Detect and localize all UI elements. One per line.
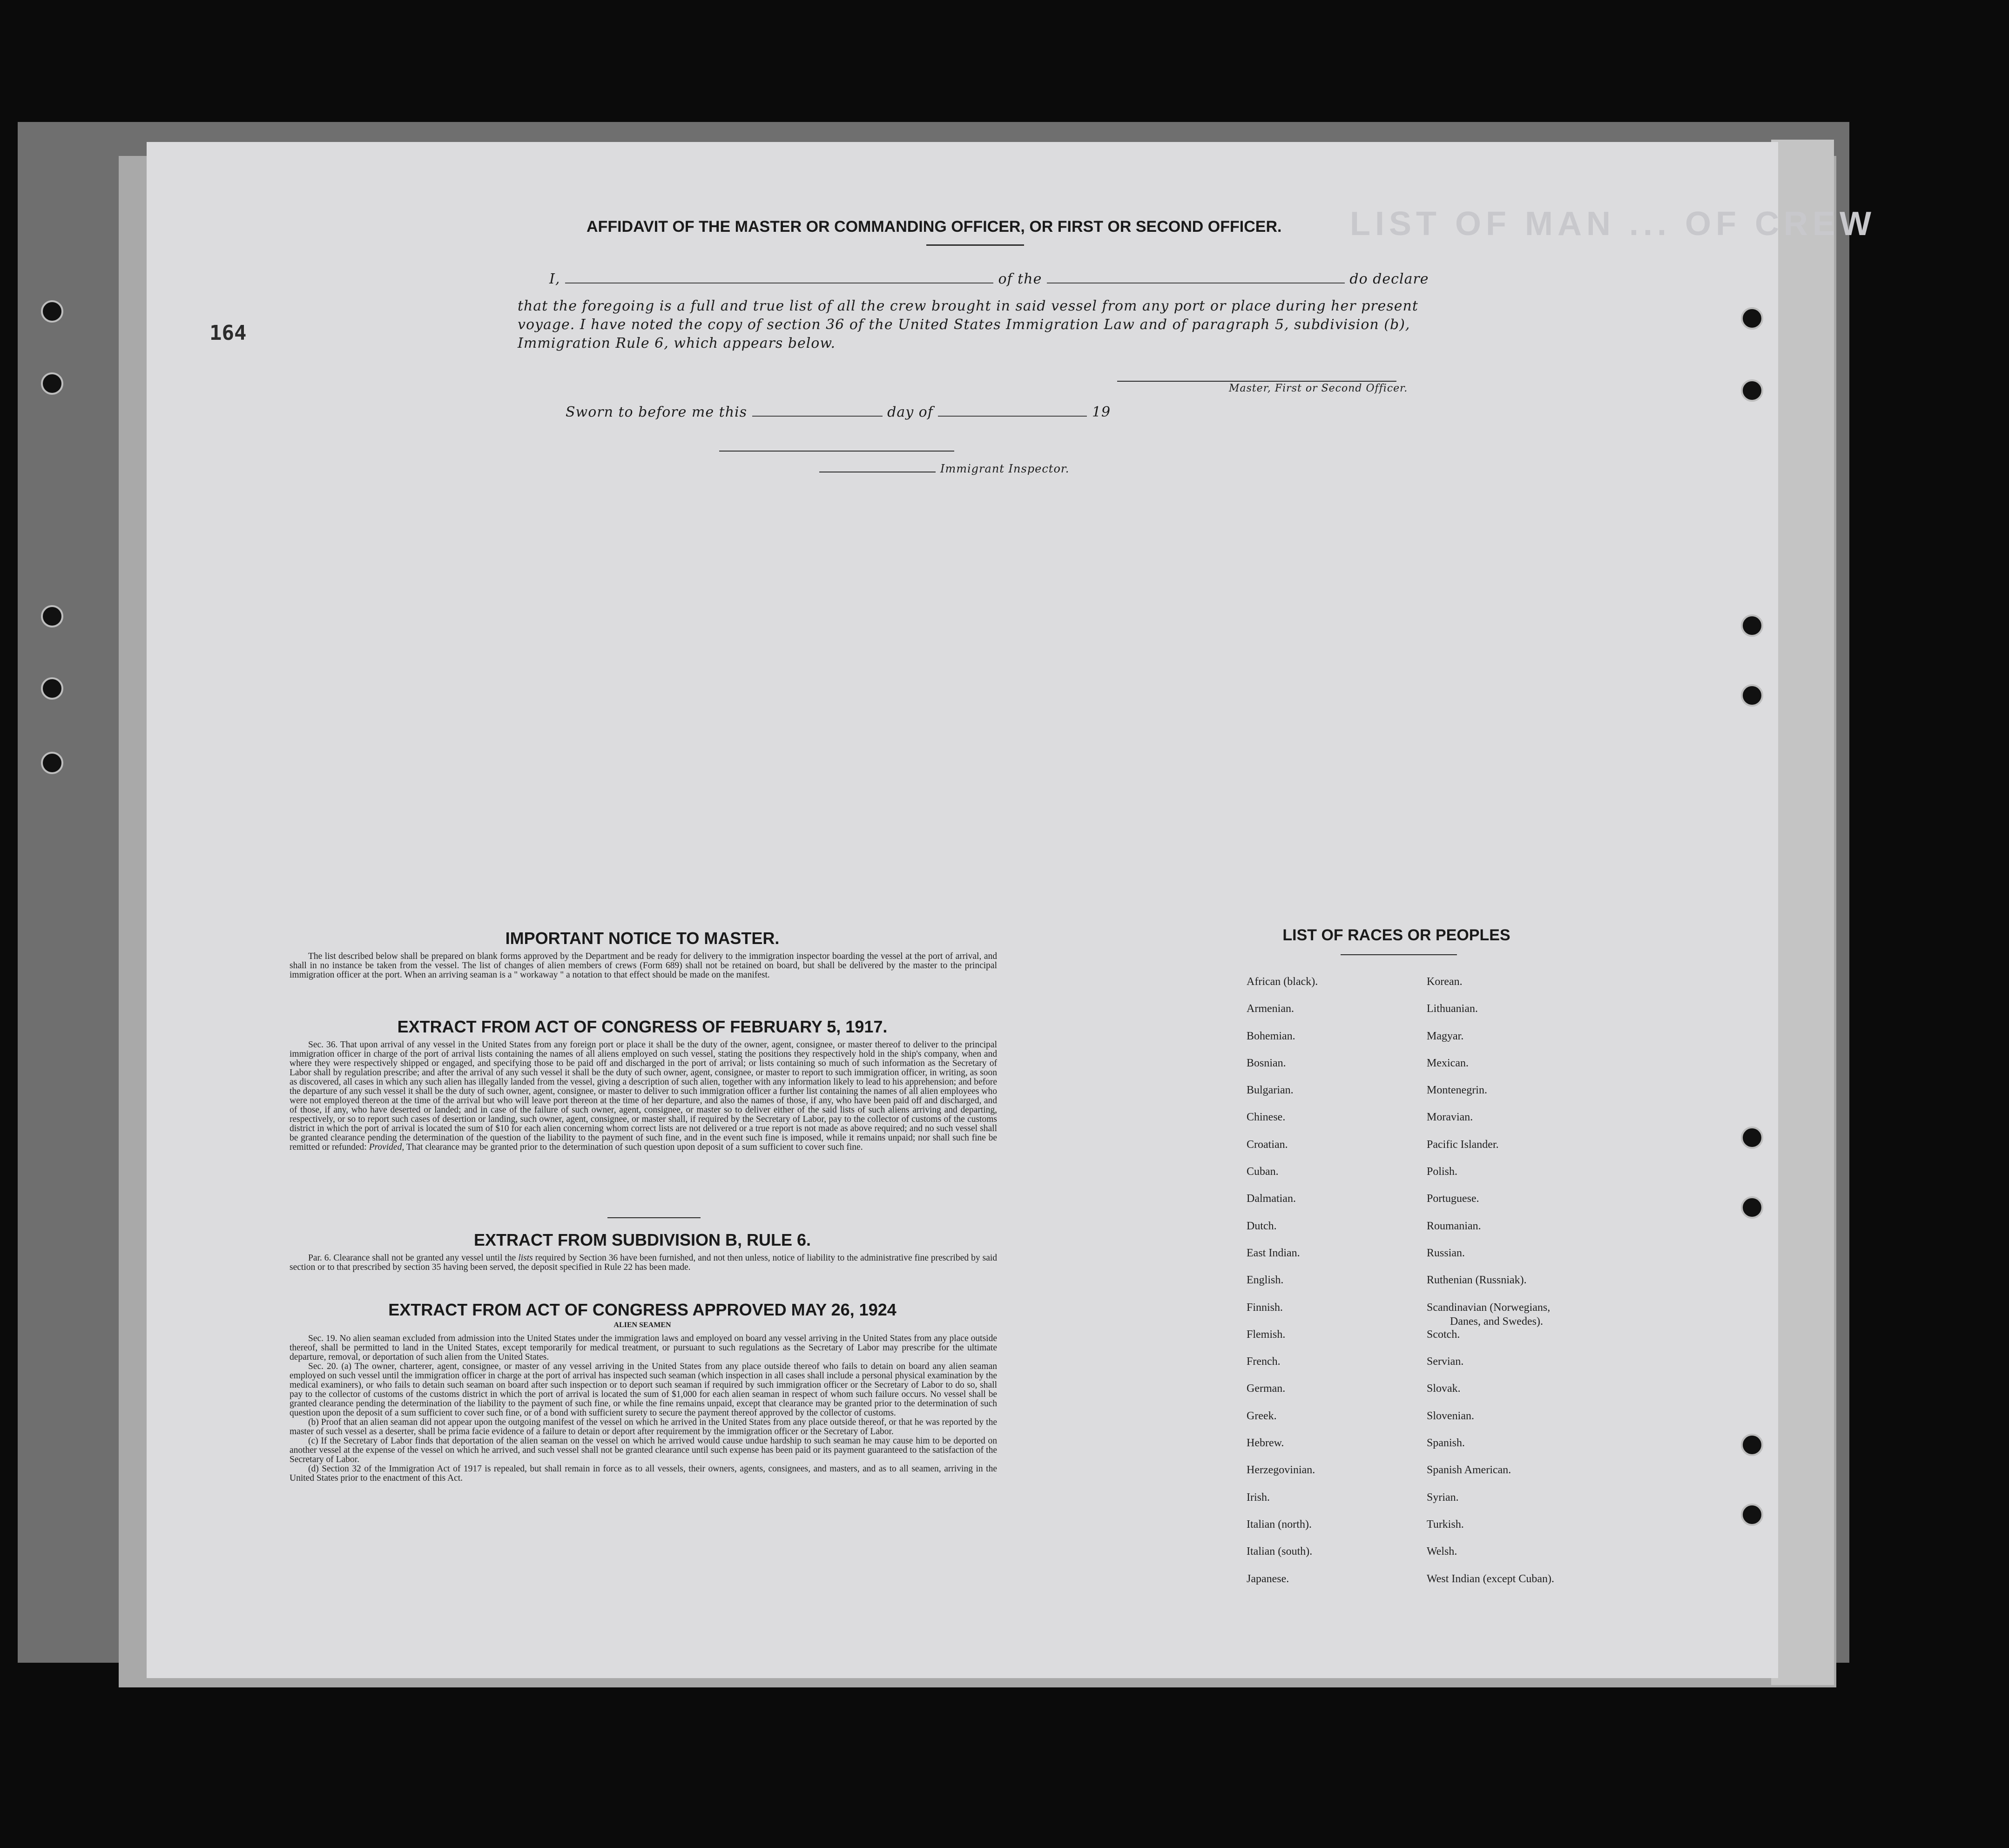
notice-text bbox=[290, 952, 997, 980]
race-item: Danes, and Swedes). bbox=[1450, 1315, 1543, 1328]
vessel-blank bbox=[1047, 272, 1345, 283]
alien-seamen-subtitle: ALIEN SEAMEN bbox=[613, 1321, 671, 1329]
notice-title: IMPORTANT NOTICE TO MASTER. bbox=[505, 929, 780, 948]
race-item: Moravian. bbox=[1427, 1111, 1473, 1124]
binder-hole bbox=[1741, 1126, 1763, 1149]
rule6-paragraph bbox=[290, 1254, 997, 1272]
name-blank bbox=[565, 272, 993, 283]
binder-hole bbox=[1741, 614, 1763, 637]
race-item: Turkish. bbox=[1427, 1518, 1464, 1531]
inspector-label: Immigrant Inspector. bbox=[940, 462, 1070, 475]
race-item: Slovak. bbox=[1427, 1383, 1461, 1395]
inspector-top-line bbox=[719, 451, 954, 452]
rule6-end: required by Section 36 have been furnished, and not then unless, notice of liability to the administrative fine prescribed by said section or to that prescribed by section 35 having been served, the deposit specified in Rule 22 has been made. bbox=[290, 1253, 998, 1272]
binder-hole bbox=[1741, 1434, 1763, 1456]
race-item: Montenegrin. bbox=[1427, 1084, 1487, 1097]
race-item: East Indian. bbox=[1247, 1247, 1300, 1259]
section-36-text: That upon arrival of any vessel in the United States from any foreign port or place it shall be the duty of the owner, agent, consignee, or master thereof to deliver to the principal immigration officer in charge of the port of arrival lists containing the names of all aliens employed on such vessel, stating the positions they respectively hold in the ship's company, when and where they were respectively shipped or engaged, and specifying those to be paid off and discharged in the port of arrival; or lists containing so much of such information as the Secretary of Labor shall by regulation prescribe; and after the arrival of any such vessel it shall be the duty of such owner, agent, consignee, or master to report to such immigration officer, in writing, as soon as discovered, all cases in which any such alien has illegally landed from the vessel, giving a description of such alien, together with any information likely to lead to his apprehension; and before the departure of any such vessel it shall be the duty of such owner, agent, consignee, or master to deliver to such immigration officer a further list containing the names of all alien employees who were not employed thereon at the time of the arrival but who will leave port thereon at the time of her departure, and also the names of those, if any, who have been paid off and discharged, and of those, if any, who have deserted or landed; and in case of the failure of such owner, agent, consignee, or master so to deliver either of the said lists of such aliens arriving and departing, respectively, or so to report such cases of desertion or landing, such owner, agent, consignee, or master shall, if required by the Secretary of Labor, pay to the collector of customs of the customs district in which the port of arrival is located the sum of $10 for each alien concerning whom correct lists are not delivered or a true report is not made as above required; and no such vessel shall be granted clearance pending the determination of the question of the liability to the payment of such fine, and in the event such fine is imposed, while it remains unpaid; nor shall such fine be remitted or refunded: bbox=[290, 1040, 997, 1152]
divider bbox=[607, 1217, 701, 1218]
race-item: Greek. bbox=[1247, 1410, 1277, 1422]
extract-1924-text bbox=[290, 1334, 997, 1483]
race-item: Dalmatian. bbox=[1247, 1193, 1296, 1205]
race-item: Bosnian. bbox=[1247, 1057, 1286, 1069]
race-item: African (black). bbox=[1247, 976, 1318, 988]
race-item: Polish. bbox=[1427, 1166, 1458, 1178]
race-item: Flemish. bbox=[1247, 1328, 1286, 1341]
binder-hole bbox=[41, 677, 63, 700]
section-20c-paragraph: (c) If the Secretary of Labor finds that deportation of the alien seaman on the vessel on which he arrived would cause undue hardship to such seaman he may cause him to be deported on another vessel at the expense of the vessel on which he arrived, and such vessel shall not be granted clearance until such expense has been paid or its payment guaranteed to the satisfaction of the Secretary of Labor. bbox=[290, 1436, 997, 1464]
affidavit-of-the: of the bbox=[998, 271, 1042, 287]
affidavit-line-1 bbox=[549, 271, 1429, 287]
page-stamp-number: 164 bbox=[209, 321, 247, 345]
race-item: Japanese. bbox=[1247, 1572, 1289, 1585]
race-item: Armenian. bbox=[1247, 1003, 1294, 1015]
extract-1924-title: EXTRACT FROM ACT OF CONGRESS APPROVED MAY 26, 1924 bbox=[388, 1300, 897, 1319]
race-item: Scandinavian (Norwegians, bbox=[1427, 1301, 1551, 1314]
race-item: Herzegovinian. bbox=[1247, 1464, 1315, 1477]
affidavit-i: I, bbox=[549, 271, 560, 287]
races-right-column bbox=[1427, 975, 1554, 1599]
provided-word: Provided, bbox=[369, 1142, 404, 1152]
section-20a-paragraph: Sec. 20. (a) The owner, charterer, agent, consignee, or master of any vessel arriving in the United States from any place outside thereof who fails to detain on board any alien seaman employed on such vessel until the immigration officer in charge at the port of arrival has inspected such seaman (which inspection in all cases shall include a personal physical examination by the medical examiners), or who fails to detain such seaman on board after such inspection or to deport such seaman if required by such immigration officer or the Secretary of Labor to do so, shall pay to the collector of customs of the customs district in which the port of arrival is located the sum of $1,000 for each alien seaman in respect of whom such failure occurs. No vessel shall be granted clearance pending the determination of the liability to the payment of such fine, or while the fine remains unpaid, except that clearance may be granted prior to the determination of such question upon the deposit of a sum sufficient to cover such fine, or of a bond with sufficient surety to secure the payment thereof approved by the collector of customs. bbox=[290, 1362, 997, 1418]
binder-hole bbox=[1741, 684, 1763, 707]
race-item: West Indian (except Cuban). bbox=[1427, 1572, 1554, 1585]
races-title: LIST OF RACES OR PEOPLES bbox=[1282, 926, 1510, 944]
race-item: Pacific Islander. bbox=[1427, 1138, 1499, 1151]
races-left-column bbox=[1247, 975, 1318, 1599]
race-item: Russian. bbox=[1427, 1247, 1465, 1259]
affidavit-title: AFFIDAVIT OF THE MASTER OR COMMANDING OFFICER, OR FIRST OR SECOND OFFICER. bbox=[587, 218, 1282, 236]
extract-1917-title: EXTRACT FROM ACT OF CONGRESS OF FEBRUARY 5, 1917. bbox=[397, 1017, 888, 1036]
race-item: Spanish American. bbox=[1427, 1464, 1511, 1477]
race-item: Portuguese. bbox=[1427, 1193, 1479, 1205]
lists-word: lists bbox=[518, 1253, 533, 1263]
sworn-line bbox=[566, 404, 1111, 420]
binder-hole bbox=[41, 752, 63, 774]
race-item: Italian (south). bbox=[1247, 1545, 1313, 1558]
extract-1917-text bbox=[290, 1040, 997, 1152]
race-item: Bohemian. bbox=[1247, 1030, 1295, 1042]
binder-hole bbox=[1741, 379, 1763, 402]
section-19-paragraph: Sec. 19. No alien seaman excluded from admission into the United States under the immigration laws and employed on board any vessel arriving in the United States from any place outside thereof, shall be permitted to land in the United States, except temporarily for medical treatment, or pursuant to such regulations as the Secretary of Labor may prescribe for the ultimate departure, removal, or deportation of such alien from the United States. bbox=[290, 1334, 997, 1362]
race-item: Roumanian. bbox=[1427, 1220, 1481, 1232]
day-blank bbox=[752, 405, 883, 417]
section-20b-paragraph: (b) Proof that an alien seaman did not appear upon the outgoing manifest of the vessel on which he arrived in the United States from any place outside thereof, or that he was reported by the master of such vessel as a deserter, shall be prima facie evidence of a failure to detain or deport after requirement by the immigration officer or the Secretary of Labor. bbox=[290, 1417, 997, 1437]
binder-hole bbox=[1741, 307, 1763, 330]
race-item: Cuban. bbox=[1247, 1166, 1279, 1178]
section-20d-paragraph: (d) Section 32 of the Immigration Act of 1917 is repealed, but shall remain in force as to all vessels, their owners, agents, consignees, and masters, and as to all seamen, arriving in the United States prior to the enactment of this Act. bbox=[290, 1464, 997, 1483]
master-signature-label: Master, First or Second Officer. bbox=[1229, 383, 1408, 394]
month-blank bbox=[938, 405, 1087, 417]
race-item: Welsh. bbox=[1427, 1545, 1457, 1558]
binder-hole bbox=[41, 372, 63, 395]
race-item: Magyar. bbox=[1427, 1030, 1464, 1042]
race-item: Ruthenian (Russniak). bbox=[1427, 1274, 1527, 1287]
affidavit-line-2: that the foregoing is a full and true list of all the crew brought in said vessel from any port or place during her present bbox=[518, 298, 1418, 314]
race-item: Servian. bbox=[1427, 1356, 1464, 1368]
notice-paragraph: The list described below shall be prepared on blank forms approved by the Department and be ready for delivery to the immigration inspector boarding the vessel at the port of arrival, and shall in no instance be taken from the vessel. The list of changes of alien members of crews (Form 689) shall not be retained on board, but shall be delivered by the master to the principal immigration officer at the port. When an arriving seaman is a " workaway " a notation to that effect should be made on the manifest. bbox=[290, 951, 997, 980]
race-item: Finnish. bbox=[1247, 1301, 1283, 1314]
race-item: Bulgarian. bbox=[1247, 1084, 1294, 1097]
race-item: English. bbox=[1247, 1274, 1284, 1287]
race-item: Croatian. bbox=[1247, 1138, 1288, 1151]
affidavit-do-declare: do declare bbox=[1349, 271, 1429, 287]
extract-rule6-title: EXTRACT FROM SUBDIVISION B, RULE 6. bbox=[473, 1230, 811, 1249]
race-item: Chinese. bbox=[1247, 1111, 1286, 1124]
binder-hole bbox=[41, 300, 63, 323]
race-item: Slovenian. bbox=[1427, 1410, 1474, 1422]
bleed-through-text: LIST OF MAN ... OF CREW bbox=[1350, 205, 1876, 243]
race-item: Lithuanian. bbox=[1427, 1003, 1478, 1015]
year-prefix: 19 bbox=[1092, 404, 1111, 420]
section-label: Sec. 36. bbox=[308, 1040, 338, 1050]
race-item: Korean. bbox=[1427, 976, 1463, 988]
extract-rule6-text bbox=[290, 1254, 997, 1272]
race-item: Mexican. bbox=[1427, 1057, 1469, 1069]
sworn-text: Sworn to before me this bbox=[566, 404, 748, 420]
page-edge bbox=[1771, 140, 1834, 1685]
day-of-text: day of bbox=[887, 404, 933, 420]
affidavit-line-3: voyage. I have noted the copy of section 36 of the United States Immigration Law and of paragraph 5, subdivision (b), bbox=[518, 317, 1410, 333]
section-36-end: That clearance may be granted prior to the determination of such question upon deposit of a sum sufficient to cover such fine. bbox=[406, 1142, 863, 1152]
binder-hole bbox=[41, 605, 63, 627]
race-item: Syrian. bbox=[1427, 1491, 1459, 1504]
affidavit-line-4: Immigration Rule 6, which appears below. bbox=[518, 335, 836, 351]
race-item: Spanish. bbox=[1427, 1437, 1465, 1450]
binder-hole bbox=[1741, 1196, 1763, 1219]
race-item: Italian (north). bbox=[1247, 1518, 1312, 1531]
race-item: German. bbox=[1247, 1383, 1286, 1395]
binder-hole bbox=[1741, 1504, 1763, 1526]
race-item: Dutch. bbox=[1247, 1220, 1277, 1232]
race-item: Hebrew. bbox=[1247, 1437, 1284, 1450]
section-36-paragraph bbox=[290, 1040, 997, 1152]
divider bbox=[926, 244, 1024, 246]
race-item: Irish. bbox=[1247, 1491, 1270, 1504]
divider bbox=[1341, 954, 1457, 955]
race-item: French. bbox=[1247, 1356, 1281, 1368]
rule6-text: Par. 6. Clearance shall not be granted any vessel until the bbox=[308, 1253, 516, 1263]
race-item: Scotch. bbox=[1427, 1328, 1460, 1341]
master-signature-line bbox=[1117, 381, 1396, 382]
